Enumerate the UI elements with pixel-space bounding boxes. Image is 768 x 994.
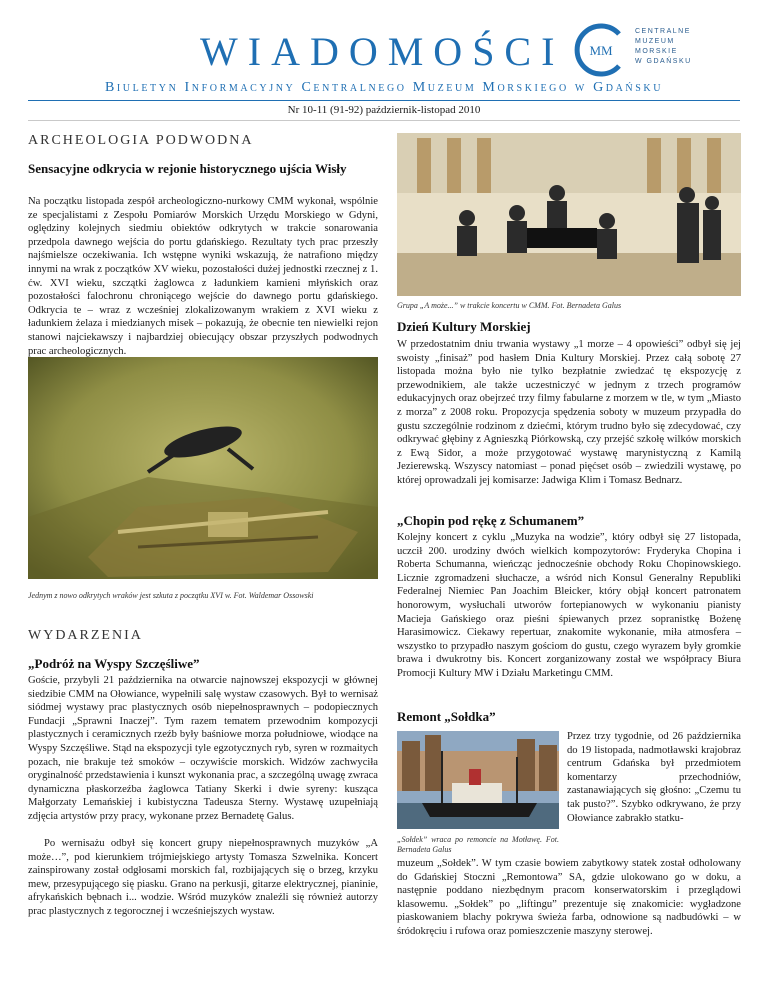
headline-remont: Remont „Sołdka” [397, 709, 496, 724]
issue-number: Nr 10-11 (91-92) październik-listopad 2010 [287, 104, 481, 116]
article-remont-side: Przez trzy tygodnie, od 26 października do 19 listopada, nadmotławski krajobraz centrum Gdańska był przedmiotem komentarzy przechodniów, zastanawiających się głośno: „Czemu tu tak pusto?”. Szybko odkrywano, że przy Ołowiance zabrakło statku- [567, 731, 741, 824]
section-archeologia: ARCHEOLOGIA PODWODNA [28, 133, 254, 148]
headline-podroz: „Podróż na Wyspy Szczęśliwe” [28, 656, 200, 671]
logo-text [635, 27, 692, 67]
article-chopin: Kolejny koncert z cyklu „Muzyka na wodzie”, który odbył się 27 listopada, uczcił 200. urodziny dwóch wielkich kompozytorów: Fryderyka Chopina i Roberta Schumanna, wieńcząc jednocześnie obchody Roku Chopinowskiego. Licznie zgromadzeni słuchacze, a wśród nich Konsul Generalny Republiki Federalnej Niemiec Pan Joachim Bleicker, który objął koncert patronatem honorowym, wysłuchali utworów fortepianowych w wykonaniu pianisty Macieja Gańskiego oraz pieśni śpiewanych przez sopranistkę Bożenę Harasimowicz. Ciekawy repertuar, znakomite wykonanie, miła atmosfera – wszystko to przypadło naszym gościom do gustu, czego wyrazem były gromkie brawa i dwukrotny bis. Koncert zorganizowany został we współpracy Biura Promocji Kultury MW i Działu Marketingu CMM. [397, 532, 741, 679]
section-wydarzenia: WYDARZENIA [28, 628, 143, 643]
divider [28, 100, 740, 101]
headline-archeologia: Sensacyjne odkrycia w rejonie historycznego ujścia Wisły [28, 161, 347, 176]
logo-line: MUZEUM [635, 38, 675, 45]
logo-monogram: MM [589, 43, 613, 58]
article-remont-full: muzeum „Sołdek”. W tym czasie bowiem zabytkowy statek został odholowany do Gdańskiej Stoczni „Remontowa” SA, gdzie ulokowano go w doku, a następnie poddano niezbędnym pracom konserwatorskim i przeglądowi klasowemu. „Sołdek” po „liftingu” prezentuje się znakomicie: wygładzone piaskowaniem blachy pokrywa świeża farba, odnowione są nadbudówki – w śródokręciu i rufowa oraz pomieszczenie maszyny sterowej. [397, 858, 741, 937]
article-podroz-1: Goście, przybyli 21 października na otwarcie najnowszej ekspozycji w głównej siedzibie CMM na Ołowiance, wypełnili salę wystaw czasowych. Był to wernisaż siódmej wystawy prac plastycznych osób niepełnosprawnych – podopiecznych Fundacji „Sprawni Inaczej”. Tym razem tematem przewodnim kompozycji plastycznych i ceramicznych rzeźb były baśniowe morza południowe, wiodące na Wyspy Szczęśliwe. Stąd na ekspozycji tyle egzotycznych ryb, syren w rozmaitych pozach, nie brakuje też smoków – oczywiście morskich. Widzów zachwyciła oryginalność przedstawienia i kunszt wykonania prac, a szczególną uwagę zwraca dynamiczna płaskorzeźba żaglowca Tatiany Skerki i dwie syreny: kusząca Małgorzaty Lemańskiej i kubistyczna Tadeusza Sterny. Wystawę uzupełniają zdjęcia artystów przy pracy, wykonane przez Bernadetę Galus. [28, 675, 378, 822]
soldek-photo [397, 731, 559, 829]
headline-chopin: „Chopin pod rękę z Schumanem” [397, 513, 585, 528]
logo-line: CENTRALNE [635, 28, 691, 35]
masthead-subtitle: Biuletyn Informacyjny Centralnego Muzeum Morskiego w Gdańsku [104, 80, 664, 95]
logo-line: MORSKIE [635, 48, 678, 55]
wreck-photo [28, 357, 378, 579]
caption-wreck: Jednym z nowo odkrytych wraków jest szkuta z początku XVI w. Fot. Waldemar Ossowski [28, 591, 314, 600]
caption-soldek: „Sołdek” wraca po remoncie na Motławę. Fot. Bernadeta Galus [397, 835, 559, 854]
masthead-title: WIADOMOŚCI [200, 29, 565, 74]
divider [28, 120, 740, 121]
concert-photo [397, 133, 741, 296]
article-dzien: W przedostatnim dniu trwania wystawy „1 morze – 4 opowieści” odbył się jej swoisty „finisaż” pod hasłem Dnia Kultury Morskiej. Przez całą sobotę 27 listopada można było nie tylko bezpłatnie zwiedzać tę ekspozycję z przewodnikiem, ale także uczestniczyć w jednym z trzech programów edukacyjnych oraz obejrzeć trzy filmy fabularne z morzem w tle, w tym „Miasto z morza” z 2008 roku. Propozycja spędzenia soboty w muzeum przypadła do gustu szczególnie rodzinom z dziećmi, którym trudno było się zdecydować, czy odkrywać głębiny z Agnieszką Piórkowską, czy przejść szkołę wilków morskich z Ewą Sidor, a może przygotować wystawę marynistyczną z Kamilą Jezierewską. Wszyscy natomiast – ponad pięćset osób – zwiedzili wystawę, po której oprowadzali jej komisarze: Jadwiga Klim i Tomasz Bednarz. [397, 339, 741, 486]
logo-line: W GDAŃSKU [635, 58, 692, 65]
article-archeologia: Na początku listopada zespół archeologiczno-nurkowy CMM wykonał, wspólnie ze specjalistami z Zespołu Pomiarów Morskich Urzędu Morskiego w Gdyni, oględziny kolejnych siedmiu obiektów odkrytych w trakcie sonarowania przedpola dawnego wejścia do portu gdańskiego. Rezultaty tych prac przeszły najśmielsze oczekiwania. Ich wstępne wyniki wskazują, że natrafiono między innymi na wrak z początków XV wieku, pozostałości dużej jednostki rzecznej z 1. ćw. XVI wieku, szczątki żaglowca z ładunkiem kamieni młyńskich oraz pozostałości falochronu chroniącego wejście do dawnego portu gdańskiego. Odkrycia te – wraz z wcześniej zlokalizowanym wrakiem z XVI wieku z ładunkiem żelaza i miedzianych misek – pokazują, że obecnie ten niewielki rejon stanowi najciekawszy i najbardziej obiecujący obszar przyszłych podwodnych prac archeologicznych. [28, 196, 378, 357]
caption-concert: Grupa „A może...” w trakcie koncertu w CMM. Fot. Bernadeta Galus [397, 301, 622, 310]
museum-logo-icon [573, 22, 629, 78]
headline-dzien: Dzień Kultury Morskiej [397, 319, 531, 334]
article-podroz-2: Po wernisażu odbył się koncert grupy niepełnosprawnych muzyków „A może…”, pod kierunkiem trójmiejskiego artysty Tomasza Szwelnika. Koncert zainspirowany został odgłosami morskich fal, rozbijających się o brzeg, krzyku mew, przesypującego się piasku. Grano na perkusji, gitarze elektrycznej, pianinie, afrykańskich bębnach i... wodzie. Wśród muzyków znaleźli się również autorzy prac plastycznych z tegorocznej i wcześniejszych wystaw. [28, 838, 378, 917]
